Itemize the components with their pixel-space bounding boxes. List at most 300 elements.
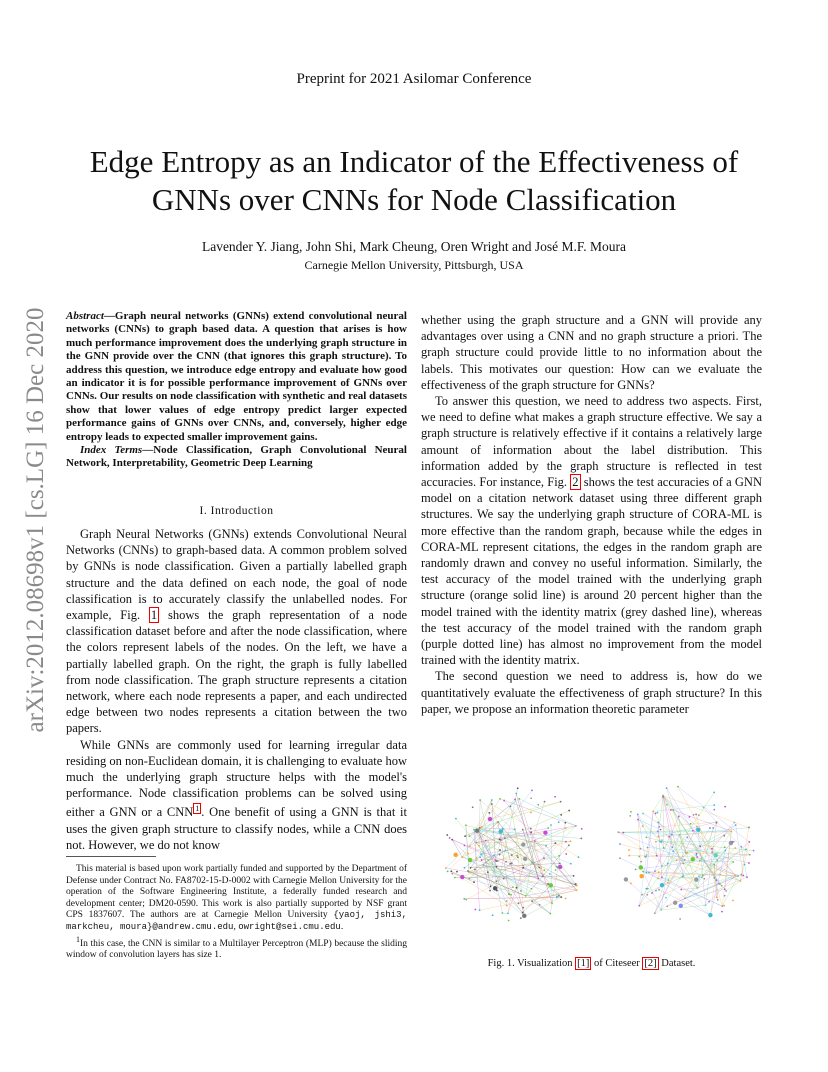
right-paragraph-2: To answer this question, we need to address two aspects. First, we need to define what makes a graph structure effective. We say a graph structure is relatively effective if it contains a relatively large amount of information about the label distribution. This information added by the graph structure is reflected in test accuracies. For instance, Fig. 2 shows the test accuracies of a GNN model on a citation network dataset using three different graph structures. We say the underlying graph structure of CORA-ML is more effective than the random graph, because while the edges in CORA-ML represent citations, the edges in the random graph are randomly drawn and convey no useful information. Similarly, the test accuracy of the model trained with the underlying graph structure (orange solid line) is around 20 percent higher than the model trained with the identity matrix (grey dashed line), whereas the test accuracy of the model trained with the random graph (purple dotted line) has almost no improvement from the model trained with the identity matrix. bbox=[421, 394, 762, 668]
graph-node bbox=[570, 863, 572, 865]
graph-node bbox=[564, 822, 566, 824]
graph-node bbox=[487, 871, 489, 873]
graph-node bbox=[531, 862, 533, 864]
graph-node bbox=[645, 856, 647, 858]
graph-node bbox=[514, 798, 516, 800]
graph-node bbox=[676, 859, 678, 861]
graph-node bbox=[721, 885, 723, 887]
graph-node bbox=[543, 869, 545, 871]
graph-node bbox=[639, 874, 643, 878]
graph-node bbox=[499, 798, 501, 800]
graph-node bbox=[723, 835, 725, 837]
graph-node bbox=[522, 907, 524, 909]
graph-node bbox=[713, 877, 715, 879]
index-terms-text: —Node Classification, Graph Convolutional Neural Network, Interpretability, Geometric Deep Learning bbox=[66, 444, 407, 470]
graph-node bbox=[580, 838, 582, 840]
graph-node bbox=[565, 853, 567, 855]
graph-node bbox=[549, 913, 551, 915]
graph-node bbox=[746, 876, 748, 878]
graph-node bbox=[461, 856, 463, 858]
graph-node bbox=[507, 913, 509, 915]
graph-node bbox=[696, 827, 700, 831]
graph-edge bbox=[736, 825, 744, 876]
graph-node bbox=[509, 863, 511, 865]
arxiv-stamp: arXiv:2012.08698v1 [cs.LG] 16 Dec 2020 bbox=[22, 307, 49, 733]
graph-edge bbox=[663, 795, 716, 880]
graph-node bbox=[503, 800, 505, 802]
graph-edge bbox=[663, 795, 697, 826]
graph-node bbox=[724, 895, 726, 897]
index-terms-label: Index Terms bbox=[80, 444, 143, 457]
graph-node bbox=[665, 897, 667, 899]
graph-node bbox=[493, 854, 495, 856]
abstract-text: —Graph neural networks (GNNs) extend convolutional neural networks (CNNs) to graph based data. A question that arises is how much performance improvement does the underlying graph structure in the GNN provide over the CNN (that ignores this graph structure). To address this question, we introduce edge entropy and evaluate how good an indicator it is for possible performance improvement of GNNs over CNNs. Our results on node classification with synthetic and real datasets show that lower values of edge entropy predict larger expected performance gains of GNNs over CNNs, and, conversely, higher edge entropy leads to expected smaller improvement gains. bbox=[66, 310, 407, 443]
graph-node bbox=[464, 867, 466, 869]
graph-node bbox=[534, 840, 536, 842]
ref-1-link[interactable]: [1] bbox=[577, 958, 590, 969]
graph-edge bbox=[646, 811, 653, 872]
graph-node bbox=[694, 877, 698, 881]
graph-node bbox=[733, 841, 735, 843]
graph-node bbox=[514, 828, 516, 830]
graph-node bbox=[656, 855, 658, 857]
intro-paragraph-1: Graph Neural Networks (GNNs) extends Convolutional Neural Networks (CNNs) to graph-based data. A common problem solved by GNNs is node classification. Given a partially labelled graph structure and the data defined on each node, the goal of node classification is to accurately classify the unlabelled nodes. For example, Fig. 1 shows the graph representation of a node classification dataset before and after the node classification, where the colors represent labels of the nodes. On the left, we have a partially labelled graph. On the right, the graph is fully labelled from node classification. The graph structure represents a citation network, where each node represents a paper, and each undirected edge between two nodes represents a citation between the two papers. bbox=[66, 527, 407, 736]
graph-node bbox=[531, 789, 533, 791]
graph-node bbox=[668, 836, 670, 838]
graph-node bbox=[735, 847, 737, 849]
graph-node bbox=[683, 875, 685, 877]
graph-node bbox=[530, 797, 532, 799]
graph-node bbox=[749, 854, 751, 856]
graph-node bbox=[530, 828, 532, 830]
graph-node bbox=[748, 826, 750, 828]
graph-node bbox=[712, 827, 714, 829]
graph-node bbox=[695, 814, 697, 816]
footnote-funding: This material is based upon work partially funded and supported by the Department of Defense under Contract No. FA8702-15-D-0002 with Carnegie Mellon University for the operation of the Software Engineering Institute, a federally funded research and development center; DM20-0590. This work is also partially supported by NSF grant CPS 1837607. The authors are at Carnegie Mellon University {yaoj, jshi3, markcheu, moura}@andrew.cmu.edu, owright@sei.cmu.edu. bbox=[66, 864, 407, 932]
graph-node bbox=[547, 827, 549, 829]
footnote-cnn: $^1$In this case, the CNN is similar to a Multilayer Perceptron (MLP) because the sliding window of convolution layers has size 1. bbox=[66, 934, 407, 961]
graph-node bbox=[660, 909, 662, 911]
graph-node bbox=[478, 828, 480, 830]
graph-node bbox=[731, 841, 733, 843]
graph-edge bbox=[639, 816, 679, 905]
graph-node bbox=[724, 849, 726, 851]
graph-edge bbox=[639, 811, 653, 905]
graph-node bbox=[673, 901, 677, 905]
graph-node bbox=[660, 883, 664, 887]
graph-node bbox=[468, 858, 472, 862]
graph-node bbox=[721, 911, 723, 913]
graph-node bbox=[540, 867, 542, 869]
graph-node bbox=[658, 889, 660, 891]
graph-node bbox=[713, 804, 715, 806]
graph-node bbox=[630, 882, 632, 884]
graph-node bbox=[716, 822, 718, 824]
graph-node bbox=[554, 796, 556, 798]
graph-node bbox=[666, 804, 668, 806]
intro-right-column bbox=[421, 312, 762, 717]
graph-node bbox=[488, 817, 492, 821]
graph-node bbox=[661, 839, 663, 841]
graph-node bbox=[678, 816, 680, 818]
graph-node bbox=[701, 876, 703, 878]
graph-edge bbox=[659, 890, 710, 915]
title-line-2: GNNs over CNNs for Node Classification bbox=[151, 182, 677, 217]
graph-node bbox=[661, 876, 663, 878]
graph-node bbox=[647, 847, 649, 849]
graph-node bbox=[732, 899, 734, 901]
graph-edge bbox=[481, 843, 555, 854]
graph-node bbox=[742, 875, 744, 877]
graph-node bbox=[512, 886, 514, 888]
graph-node bbox=[672, 850, 674, 852]
footnote-rule bbox=[66, 856, 156, 857]
graph-node bbox=[559, 862, 561, 864]
graph-node bbox=[639, 865, 643, 869]
author-emails[interactable]: {yaoj, jshi3, markcheu, moura}@andrew.cmu.edu bbox=[66, 910, 407, 932]
graph-node bbox=[719, 874, 721, 876]
graph-node bbox=[617, 831, 619, 833]
graph-node bbox=[550, 824, 552, 826]
graph-node bbox=[666, 787, 668, 789]
graph-node bbox=[679, 918, 681, 920]
footnote-mark: 1 bbox=[76, 934, 80, 944]
graph-node bbox=[492, 914, 494, 916]
graph-node bbox=[517, 856, 519, 858]
graph-node bbox=[508, 893, 510, 895]
graph-node bbox=[655, 890, 657, 892]
graph-node bbox=[498, 829, 502, 833]
graph-node bbox=[464, 835, 466, 837]
graph-node bbox=[508, 920, 510, 922]
graph-node bbox=[506, 905, 508, 907]
graph-node bbox=[715, 879, 717, 881]
graph-node bbox=[654, 912, 656, 914]
graph-node bbox=[642, 813, 644, 815]
graph-node bbox=[521, 842, 525, 846]
graph-node bbox=[748, 862, 750, 864]
graph-node bbox=[565, 841, 567, 843]
graph-node bbox=[481, 826, 483, 828]
graph-node bbox=[740, 846, 742, 848]
graph-node bbox=[496, 866, 498, 868]
graph-edge bbox=[532, 901, 550, 913]
graph-edge bbox=[481, 854, 524, 916]
graph-after bbox=[617, 786, 754, 920]
graph-node bbox=[499, 838, 501, 840]
graph-node bbox=[544, 801, 546, 803]
graph-node bbox=[745, 848, 747, 850]
graph-edge bbox=[452, 840, 551, 886]
footnote-1-link[interactable]: 1 bbox=[195, 804, 200, 814]
graph-node bbox=[573, 875, 575, 877]
graph-node bbox=[652, 810, 654, 812]
graph-node bbox=[522, 829, 524, 831]
fig-2-link[interactable]: 2 bbox=[572, 475, 579, 490]
graph-node bbox=[732, 861, 734, 863]
graph-node bbox=[696, 856, 698, 858]
graph-node bbox=[476, 842, 478, 844]
graph-node bbox=[730, 830, 732, 832]
graph-node bbox=[666, 905, 668, 907]
graph-edge bbox=[659, 795, 663, 826]
graph-node bbox=[733, 821, 735, 823]
graph-node bbox=[560, 896, 562, 898]
graph-node bbox=[451, 839, 453, 841]
graph-node bbox=[689, 816, 691, 818]
graph-node bbox=[642, 825, 644, 827]
graph-node bbox=[451, 873, 453, 875]
graph-node bbox=[473, 881, 475, 883]
graph-node bbox=[576, 885, 578, 887]
graph-node bbox=[677, 786, 679, 788]
graph-node bbox=[472, 806, 474, 808]
graph-node bbox=[470, 867, 472, 869]
graph-node bbox=[661, 865, 663, 867]
graph-node bbox=[543, 830, 547, 834]
graph-node bbox=[517, 902, 519, 904]
graph-node bbox=[490, 886, 492, 888]
graph-node bbox=[551, 903, 553, 905]
graph-node bbox=[716, 859, 718, 861]
graph-node bbox=[641, 894, 643, 896]
graph-node bbox=[556, 866, 558, 868]
graph-node bbox=[474, 909, 476, 911]
graph-node bbox=[576, 889, 578, 891]
graph-node bbox=[701, 858, 703, 860]
graph-node bbox=[560, 814, 562, 816]
graph-node bbox=[488, 812, 490, 814]
graph-node bbox=[506, 900, 508, 902]
graph-node bbox=[520, 917, 522, 919]
graph-node bbox=[651, 892, 653, 894]
graph-node bbox=[619, 857, 621, 859]
author-email-sei[interactable]: owright@sei.cmu.edu bbox=[238, 921, 341, 932]
graph-node bbox=[654, 870, 656, 872]
graph-node bbox=[479, 909, 481, 911]
graph-node bbox=[525, 895, 527, 897]
graph-node bbox=[496, 880, 498, 882]
graph-node bbox=[660, 829, 662, 831]
graph-node bbox=[657, 830, 659, 832]
graph-node bbox=[522, 912, 524, 914]
abstract bbox=[66, 310, 407, 471]
graph-node bbox=[543, 857, 545, 859]
graph-edge bbox=[706, 876, 736, 906]
graph-node bbox=[480, 853, 482, 855]
graph-node bbox=[713, 809, 715, 811]
graph-node bbox=[657, 822, 659, 824]
graph-node bbox=[558, 821, 560, 823]
graph-node bbox=[469, 845, 471, 847]
graph-node bbox=[538, 866, 540, 868]
graph-node bbox=[511, 854, 513, 856]
graph-node bbox=[505, 861, 507, 863]
graph-node bbox=[719, 883, 721, 885]
graph-node bbox=[499, 849, 501, 851]
graph-node bbox=[645, 872, 647, 874]
fig-1-link[interactable]: 1 bbox=[150, 608, 158, 623]
graph-node bbox=[638, 905, 640, 907]
graph-node bbox=[485, 840, 487, 842]
graph-node bbox=[487, 859, 489, 861]
graph-node bbox=[630, 811, 632, 813]
graph-node bbox=[456, 871, 458, 873]
affiliation: Carnegie Mellon University, Pittsburgh, USA bbox=[304, 258, 524, 272]
graph-node bbox=[575, 825, 577, 827]
title-line-1: Edge Entropy as an Indicator of the Effectiveness of bbox=[89, 144, 739, 179]
graph-node bbox=[447, 870, 449, 872]
abstract-label: Abstract bbox=[66, 310, 104, 322]
graph-edge bbox=[618, 832, 684, 860]
graph-node bbox=[657, 812, 659, 814]
graph-node bbox=[520, 890, 522, 892]
ref-2-link[interactable]: [2] bbox=[644, 958, 657, 969]
graph-node bbox=[558, 865, 562, 869]
graph-node bbox=[522, 914, 526, 918]
graph-node bbox=[501, 912, 503, 914]
graph-node bbox=[537, 804, 539, 806]
graph-node bbox=[465, 899, 467, 901]
graph-node bbox=[556, 896, 558, 898]
right-paragraph-3: The second question we need to address is, how do we quantitatively evaluate the effectiveness of graph structure? In this paper, we propose an information theoretic parameter bbox=[421, 669, 762, 716]
graph-node bbox=[522, 867, 524, 869]
index-terms bbox=[66, 444, 407, 471]
graph-node bbox=[640, 861, 642, 863]
graph-node bbox=[511, 862, 513, 864]
graph-node bbox=[724, 846, 726, 848]
graph-node bbox=[510, 894, 512, 896]
section-heading: I. Introduction bbox=[199, 505, 274, 517]
graph-node bbox=[721, 905, 723, 907]
graph-node bbox=[468, 871, 470, 873]
graph-node bbox=[531, 900, 533, 902]
graph-node bbox=[703, 878, 705, 880]
graph-node bbox=[531, 888, 533, 890]
graph-node bbox=[453, 853, 457, 857]
graph-node bbox=[698, 814, 700, 816]
graph-node bbox=[503, 878, 505, 880]
graph-node bbox=[702, 874, 704, 876]
graph-node bbox=[699, 845, 701, 847]
graph-node bbox=[495, 860, 497, 862]
intro-left-column bbox=[66, 526, 407, 853]
graph-node bbox=[504, 837, 506, 839]
graph-node bbox=[658, 871, 660, 873]
graph-node bbox=[703, 807, 705, 809]
graph-node bbox=[446, 834, 448, 836]
graph-node bbox=[637, 814, 639, 816]
graph-node bbox=[505, 850, 507, 852]
graph-node bbox=[473, 829, 475, 831]
graph-node bbox=[481, 859, 483, 861]
graph-node bbox=[465, 824, 467, 826]
graph-node bbox=[445, 867, 447, 869]
graph-node bbox=[482, 864, 484, 866]
graph-node bbox=[671, 834, 673, 836]
figure-caption: Fig. 1. Visualization [1] of Citeseer [2] Dataset. bbox=[487, 958, 696, 969]
graph-node bbox=[478, 845, 480, 847]
graph-node bbox=[629, 815, 631, 817]
graph-node bbox=[450, 870, 452, 872]
graph-node bbox=[680, 889, 682, 891]
graph-node bbox=[735, 824, 737, 826]
graph-node bbox=[662, 796, 664, 798]
graph-node bbox=[657, 877, 659, 879]
graph-node bbox=[658, 826, 660, 828]
graph-node bbox=[723, 905, 725, 907]
graph-node bbox=[663, 847, 665, 849]
graph-node bbox=[657, 836, 659, 838]
graph-node bbox=[565, 827, 567, 829]
graph-node bbox=[491, 803, 493, 805]
graph-node bbox=[558, 895, 560, 897]
graph-node bbox=[655, 841, 657, 843]
graph-node bbox=[735, 875, 737, 877]
graph-node bbox=[547, 883, 549, 885]
graph-node bbox=[739, 880, 741, 882]
graph-node bbox=[539, 904, 541, 906]
graph-node bbox=[479, 799, 481, 801]
graph-node bbox=[517, 787, 519, 789]
graph-node bbox=[624, 877, 628, 881]
graph-node bbox=[660, 841, 662, 843]
graph-node bbox=[545, 845, 547, 847]
graph-node bbox=[628, 855, 630, 857]
graph-node bbox=[474, 869, 476, 871]
graph-node bbox=[463, 898, 465, 900]
graph-node bbox=[549, 873, 551, 875]
citeseer-graph-visualization bbox=[438, 770, 762, 942]
graph-node bbox=[516, 887, 518, 889]
graph-node bbox=[497, 821, 499, 823]
graph-node bbox=[645, 888, 647, 890]
graph-node bbox=[713, 864, 715, 866]
graph-node bbox=[558, 855, 560, 857]
graph-node bbox=[555, 842, 557, 844]
graph-node bbox=[748, 841, 750, 843]
graph-node bbox=[622, 832, 624, 834]
footnotes bbox=[66, 864, 407, 962]
graph-node bbox=[711, 851, 713, 853]
graph-node bbox=[696, 826, 698, 828]
graph-node bbox=[468, 835, 470, 837]
authors: Lavender Y. Jiang, John Shi, Mark Cheung, Oren Wright and José M.F. Moura bbox=[201, 239, 627, 254]
graph-node bbox=[740, 874, 742, 876]
graph-node bbox=[699, 860, 701, 862]
graph-node bbox=[696, 853, 698, 855]
graph-node bbox=[542, 876, 544, 878]
graph-node bbox=[518, 798, 520, 800]
graph-before bbox=[445, 787, 583, 921]
graph-node bbox=[581, 828, 583, 830]
graph-node bbox=[515, 793, 517, 795]
graph-node bbox=[672, 809, 674, 811]
graph-node bbox=[635, 869, 637, 871]
running-header: Preprint for 2021 Asilomar Conference bbox=[296, 71, 532, 87]
graph-node bbox=[646, 894, 648, 896]
graph-node bbox=[491, 799, 493, 801]
graph-node bbox=[555, 869, 557, 871]
right-paragraph-1: whether using the graph structure and a GNN will provide any advantages over using a CNN and no graph structure a priori. The graph structure could provide little to no information about the labels. This motivates our question: How can we evaluate the effectiveness of the graph structure for GNNs? bbox=[421, 313, 762, 392]
graph-node bbox=[711, 848, 713, 850]
graph-node bbox=[502, 828, 504, 830]
graph-node bbox=[568, 810, 570, 812]
graph-node bbox=[697, 887, 699, 889]
graph-node bbox=[640, 848, 642, 850]
graph-node bbox=[464, 845, 466, 847]
graph-node bbox=[549, 883, 553, 887]
